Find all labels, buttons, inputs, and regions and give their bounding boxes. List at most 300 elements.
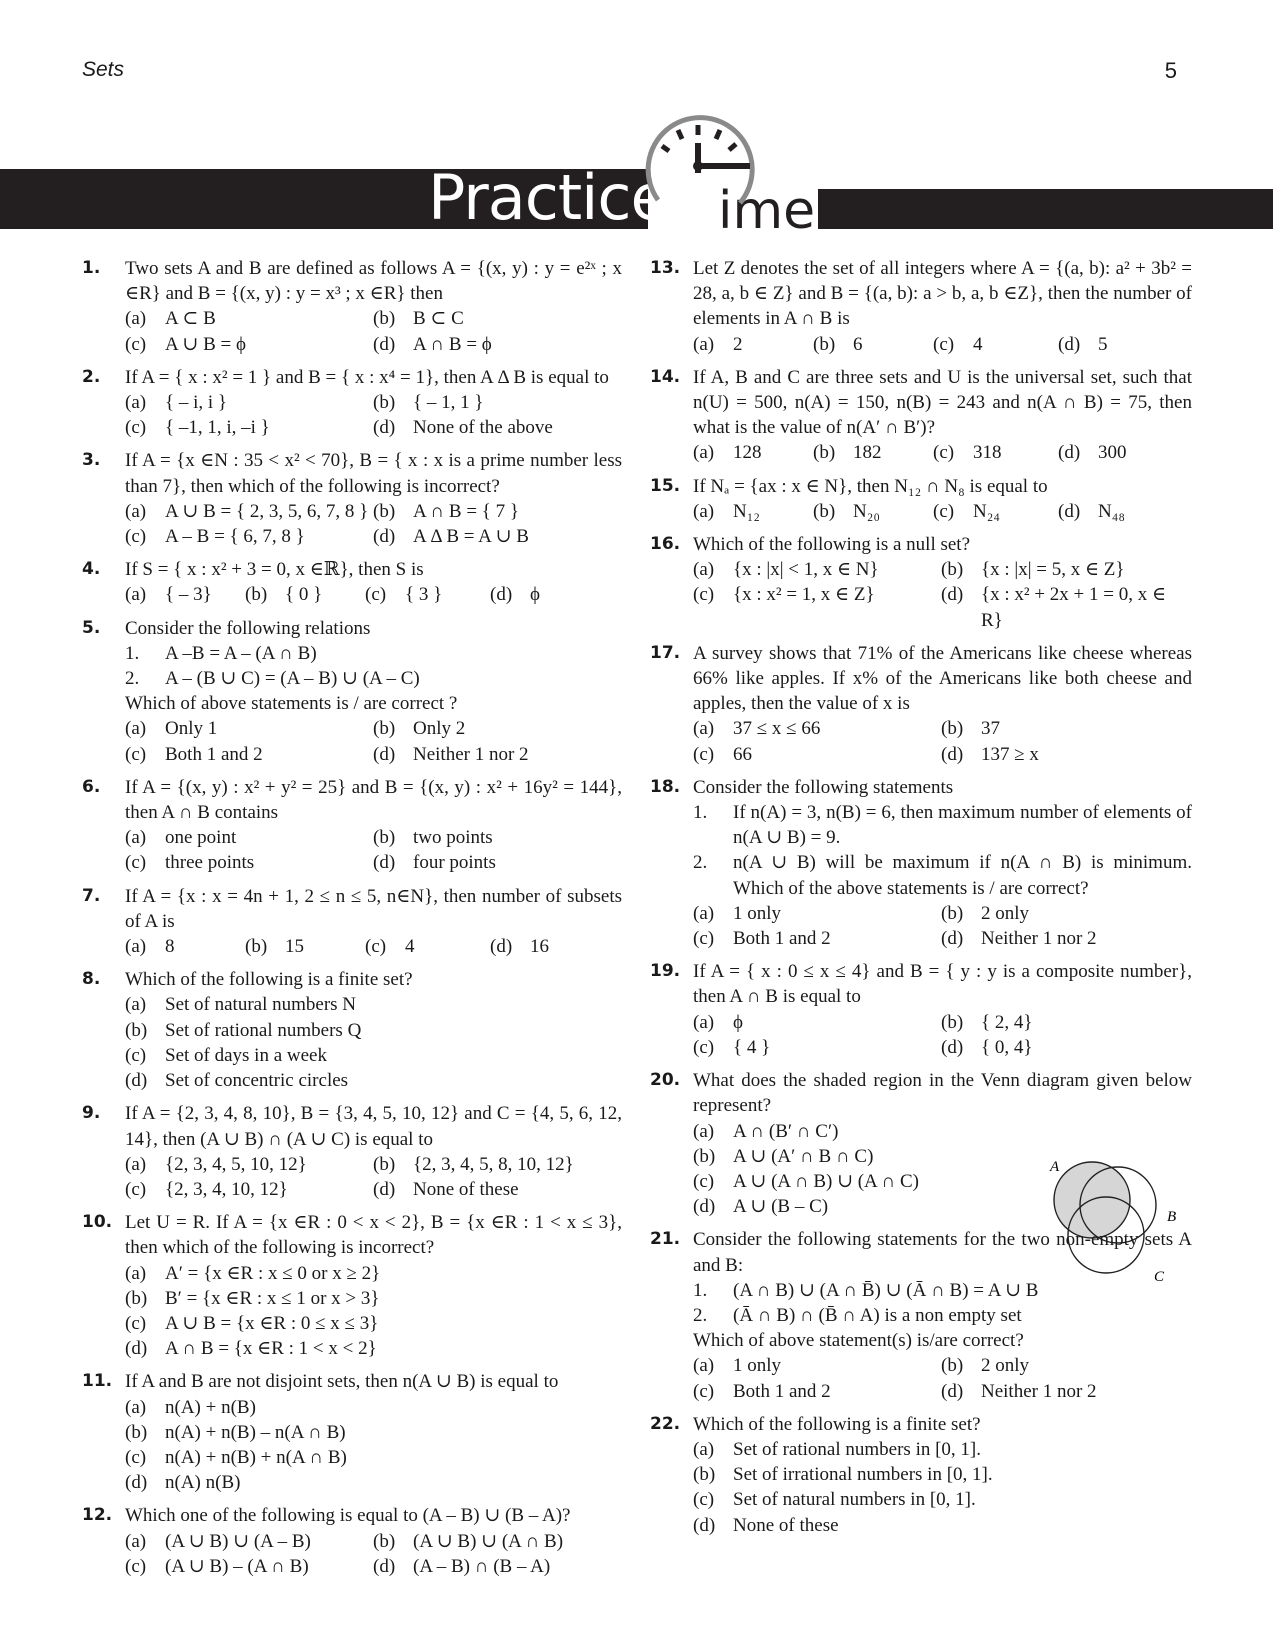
option-label: (d) bbox=[373, 852, 396, 874]
option-text: {x : x² + 2x + 1 = 0, x ∈ R} bbox=[981, 584, 1167, 631]
question-body bbox=[693, 641, 1192, 767]
option-label: (b) bbox=[245, 584, 268, 606]
question-item bbox=[650, 959, 1192, 1060]
option-item bbox=[125, 1554, 373, 1579]
question-number: 14. bbox=[650, 366, 681, 387]
option-text: A ∪ B = { 2, 3, 5, 6, 7, 8 } bbox=[165, 500, 369, 522]
option-item bbox=[125, 1286, 622, 1311]
option-item bbox=[693, 1010, 941, 1035]
option-label: (d) bbox=[125, 1472, 148, 1494]
option-label: (a) bbox=[693, 333, 715, 355]
option-text: ϕ bbox=[530, 584, 541, 606]
option-label: (b) bbox=[373, 1530, 396, 1552]
question-text: Let Z denotes the set of all integers where A = {(a, b): a² + 3b² = 28, a, b ∈ Z} and B = {(a, b): a > b, a, b ∈Z}, then the number of elements in A ∩ B is bbox=[693, 258, 1192, 330]
question-number: 20. bbox=[650, 1070, 681, 1091]
option-item bbox=[933, 440, 1058, 465]
option-text: A – B = { 6, 7, 8 } bbox=[165, 526, 305, 548]
option-item bbox=[125, 582, 245, 607]
option-item bbox=[490, 582, 622, 607]
options-list bbox=[125, 825, 622, 875]
option-label: (a) bbox=[125, 827, 147, 849]
statement bbox=[125, 641, 622, 666]
question-number: 7. bbox=[82, 885, 101, 906]
option-text: 4 bbox=[405, 936, 415, 958]
option-label: (c) bbox=[933, 442, 955, 464]
option-text: Neither 1 nor 2 bbox=[981, 928, 1097, 950]
question-number: 8. bbox=[82, 969, 101, 990]
option-item bbox=[693, 716, 941, 741]
option-label: (c) bbox=[933, 333, 955, 355]
chapter-title: Sets bbox=[82, 58, 125, 81]
option-text: {x : x² = 1, x ∈ Z} bbox=[733, 584, 875, 606]
option-label: (b) bbox=[245, 936, 268, 958]
option-item bbox=[941, 1379, 1192, 1404]
question-body bbox=[125, 967, 622, 1093]
options-list bbox=[125, 1529, 622, 1579]
question-text: If S = { x : x² + 3 = 0, x ∈ℝ}, then S is bbox=[125, 559, 424, 581]
option-item bbox=[125, 332, 373, 357]
option-label: (b) bbox=[941, 1355, 964, 1377]
option-item bbox=[125, 524, 373, 549]
option-label: (b) bbox=[373, 718, 396, 740]
option-item bbox=[125, 499, 373, 524]
option-text: (A ∪ B) – (A ∩ B) bbox=[165, 1555, 309, 1577]
option-label: (c) bbox=[125, 852, 147, 874]
options-list bbox=[125, 499, 622, 549]
question-text: If A = {2, 3, 4, 8, 10}, B = {3, 4, 5, 10, 12} and C = {4, 5, 6, 12, 14}, then (A ∪ B) ∩ (A ∪ C) is equal to bbox=[125, 1103, 622, 1150]
question-number: 12. bbox=[82, 1505, 113, 1526]
question-item bbox=[82, 1101, 622, 1202]
option-text: n(A) + n(B) – n(A ∩ B) bbox=[165, 1421, 346, 1443]
option-text: 2 bbox=[733, 333, 743, 355]
option-label: (c) bbox=[125, 1446, 147, 1468]
question-item bbox=[82, 967, 622, 1093]
question-item bbox=[650, 532, 1192, 633]
option-text: Set of natural numbers N bbox=[165, 994, 357, 1016]
question-body bbox=[125, 256, 622, 357]
option-label: (c) bbox=[693, 1170, 715, 1192]
option-label: (c) bbox=[693, 1380, 715, 1402]
option-text: N₂₀ bbox=[853, 500, 880, 522]
option-item bbox=[693, 1353, 941, 1378]
option-item bbox=[125, 1068, 622, 1093]
statement-text: (A ∩ B) ∪ (A ∩ B̄) ∪ (Ā ∩ B) = A ∪ B bbox=[733, 1279, 1039, 1301]
question-number: 9. bbox=[82, 1103, 101, 1124]
option-item bbox=[125, 306, 373, 331]
option-item bbox=[941, 1353, 1192, 1378]
option-item bbox=[693, 926, 941, 951]
question-number: 15. bbox=[650, 475, 681, 496]
options-list bbox=[125, 1395, 622, 1496]
question-item bbox=[650, 775, 1192, 951]
question-text: A survey shows that 71% of the Americans like cheese whereas 66% like apples. If x% of the Americans like both cheese and apples, then the value of x is bbox=[693, 642, 1192, 715]
option-item bbox=[125, 1529, 373, 1554]
question-number: 10. bbox=[82, 1212, 113, 1233]
option-item bbox=[693, 499, 813, 524]
option-label: (a) bbox=[693, 442, 715, 464]
option-item bbox=[373, 415, 622, 440]
option-label: (a) bbox=[125, 718, 147, 740]
option-item bbox=[245, 934, 365, 959]
option-text: {2, 3, 4, 5, 10, 12} bbox=[165, 1153, 307, 1175]
question-item bbox=[650, 641, 1192, 767]
options-list bbox=[125, 716, 622, 766]
option-item bbox=[125, 825, 373, 850]
option-label: (a) bbox=[693, 500, 715, 522]
option-text: None of the above bbox=[413, 417, 553, 439]
option-text: 37 ≤ x ≤ 66 bbox=[733, 718, 821, 740]
option-text: A ∪ (A′ ∩ B ∩ C) bbox=[733, 1145, 874, 1167]
option-item bbox=[125, 1470, 622, 1495]
option-item bbox=[941, 716, 1192, 741]
option-label: (d) bbox=[1058, 442, 1081, 464]
options-list bbox=[125, 306, 622, 356]
question-text: Let U = R. If A = {x ∈R : 0 < x < 2}, B = {x ∈R : 1 < x ≤ 3}, then which of the following is incorrect? bbox=[125, 1212, 622, 1259]
option-item bbox=[941, 742, 1192, 767]
statement-number: 1. bbox=[125, 642, 140, 664]
options-list bbox=[125, 390, 622, 440]
question-text: If A, B and C are three sets and U is the universal set, such that n(U) = 500, n(A) = 150, n(B) = 243 and n(A ∩ B) = 75, then what is the value of n(A′ ∩ B′)? bbox=[693, 366, 1192, 439]
question-text: If Nₐ = {ax : x ∈ N}, then N₁₂ ∩ N₈ is equal to bbox=[693, 475, 1048, 497]
option-item bbox=[1058, 440, 1192, 465]
option-text: four points bbox=[413, 852, 496, 874]
question-number: 16. bbox=[650, 534, 681, 555]
option-text: { 2, 4} bbox=[981, 1011, 1033, 1033]
option-item bbox=[693, 557, 941, 582]
options-list bbox=[125, 1261, 622, 1362]
statement-number: 1. bbox=[693, 802, 708, 824]
option-text: { – 3} bbox=[165, 584, 212, 606]
question-text: If A = { x : 0 ≤ x ≤ 4} and B = { y : y is a composite number}, then A ∩ B is equal to bbox=[693, 961, 1192, 1008]
option-text: A ∩ (B′ ∩ C′) bbox=[733, 1120, 839, 1142]
option-label: (a) bbox=[125, 1153, 147, 1175]
option-item bbox=[373, 1177, 622, 1202]
option-text: Set of rational numbers Q bbox=[165, 1019, 362, 1041]
option-text: Set of rational numbers in [0, 1]. bbox=[733, 1438, 982, 1460]
question-text: Consider the following relations bbox=[125, 617, 371, 639]
option-label: (c) bbox=[933, 500, 955, 522]
question-body bbox=[693, 256, 1192, 357]
option-label: (d) bbox=[490, 936, 513, 958]
question-body bbox=[693, 365, 1192, 466]
option-label: (c) bbox=[125, 1044, 147, 1066]
option-text: { 0, 4} bbox=[981, 1036, 1033, 1058]
statement bbox=[693, 800, 1192, 850]
option-text: { –1, 1, i, –i } bbox=[165, 417, 270, 439]
questions-right-column bbox=[650, 256, 1192, 1546]
option-text: 137 ≥ x bbox=[981, 743, 1039, 765]
statement-number: 2. bbox=[125, 668, 140, 690]
option-label: (b) bbox=[941, 718, 964, 740]
option-item bbox=[125, 742, 373, 767]
question-item bbox=[82, 1503, 622, 1579]
question-text: Which of the following is a finite set? bbox=[125, 969, 413, 991]
question-text: Consider the following statements bbox=[693, 776, 954, 798]
page-number: 5 bbox=[1164, 58, 1177, 83]
option-item bbox=[941, 1035, 1192, 1060]
question-body bbox=[125, 1210, 622, 1361]
question-item bbox=[82, 256, 622, 357]
option-text: A ⊂ B bbox=[165, 308, 216, 330]
option-text: A ∩ B = ϕ bbox=[413, 333, 492, 355]
option-text: {2, 3, 4, 5, 8, 10, 12} bbox=[413, 1153, 574, 1175]
question-number: 11. bbox=[82, 1371, 113, 1392]
option-text: 4 bbox=[973, 333, 983, 355]
statement-text: A – (B ∪ C) = (A – B) ∪ (A – C) bbox=[165, 668, 420, 690]
options-list bbox=[693, 716, 1192, 766]
option-label: (d) bbox=[941, 584, 964, 606]
question-body bbox=[693, 1412, 1192, 1538]
option-item bbox=[373, 499, 622, 524]
option-label: (d) bbox=[373, 1178, 396, 1200]
question-item bbox=[650, 1227, 1192, 1403]
option-item bbox=[1058, 332, 1192, 357]
options-list bbox=[693, 1437, 1192, 1538]
question-number: 18. bbox=[650, 776, 681, 797]
options-list bbox=[693, 332, 1192, 357]
option-item bbox=[941, 926, 1192, 951]
option-item bbox=[693, 1513, 1192, 1538]
option-item bbox=[693, 742, 941, 767]
option-text: (A – B) ∩ (B – A) bbox=[413, 1555, 551, 1577]
option-item bbox=[693, 1379, 941, 1404]
option-text: 2 only bbox=[981, 902, 1030, 924]
option-item bbox=[125, 1018, 622, 1043]
option-text: 5 bbox=[1098, 333, 1108, 355]
options-list bbox=[693, 440, 1192, 465]
option-text: {2, 3, 4, 10, 12} bbox=[165, 1178, 288, 1200]
option-label: (c) bbox=[125, 743, 147, 765]
option-text: 8 bbox=[165, 936, 175, 958]
option-text: Set of natural numbers in [0, 1]. bbox=[733, 1489, 976, 1511]
question-number: 2. bbox=[82, 366, 101, 387]
option-label: (a) bbox=[125, 308, 147, 330]
option-label: (b) bbox=[813, 442, 836, 464]
option-label: (d) bbox=[373, 743, 396, 765]
option-item bbox=[125, 850, 373, 875]
question-number: 5. bbox=[82, 617, 101, 638]
question-text: If A = {x ∈N : 35 < x² < 70}, B = { x : x is a prime number less than 7}, then which of the following is incorrect? bbox=[125, 450, 622, 497]
options-list bbox=[693, 1353, 1192, 1403]
option-label: (b) bbox=[941, 1011, 964, 1033]
option-label: (d) bbox=[490, 584, 513, 606]
option-item bbox=[373, 1152, 622, 1177]
option-text: n(A) n(B) bbox=[165, 1472, 241, 1494]
option-item bbox=[125, 1177, 373, 1202]
option-label: (b) bbox=[941, 559, 964, 581]
question-number: 21. bbox=[650, 1229, 681, 1250]
option-item bbox=[693, 1119, 1192, 1144]
option-item bbox=[365, 934, 490, 959]
option-label: (b) bbox=[813, 333, 836, 355]
option-label: (c) bbox=[693, 743, 715, 765]
option-item bbox=[125, 992, 622, 1017]
options-list bbox=[693, 557, 1192, 633]
options-list bbox=[125, 1152, 622, 1202]
option-item bbox=[693, 1437, 1192, 1462]
option-text: n(A) + n(B) bbox=[165, 1396, 256, 1418]
option-text: Only 1 bbox=[165, 718, 218, 740]
option-text: one point bbox=[165, 827, 237, 849]
option-text: N₄₈ bbox=[1098, 500, 1125, 522]
question-item bbox=[650, 256, 1192, 357]
option-text: A ∪ (B – C) bbox=[733, 1196, 829, 1218]
question-item bbox=[650, 365, 1192, 466]
option-label: (a) bbox=[693, 1355, 715, 1377]
statement bbox=[693, 850, 1192, 900]
question-text: Which of the following is a null set? bbox=[693, 534, 971, 556]
option-label: (b) bbox=[693, 1145, 716, 1167]
option-text: N₂₄ bbox=[973, 500, 1000, 522]
option-text: Only 2 bbox=[413, 718, 466, 740]
option-label: (a) bbox=[125, 1530, 147, 1552]
option-label: (c) bbox=[125, 526, 147, 548]
option-item bbox=[365, 582, 490, 607]
question-body bbox=[125, 1503, 622, 1579]
option-label: (c) bbox=[693, 1036, 715, 1058]
option-item bbox=[693, 1035, 941, 1060]
question-number: 4. bbox=[82, 559, 101, 580]
option-label: (a) bbox=[125, 584, 147, 606]
option-text: 37 bbox=[981, 718, 1000, 740]
option-label: (a) bbox=[693, 1438, 715, 1460]
option-label: (c) bbox=[365, 584, 387, 606]
option-text: (A ∪ B) ∪ (A – B) bbox=[165, 1530, 311, 1552]
option-text: Both 1 and 2 bbox=[733, 928, 831, 950]
option-label: (c) bbox=[693, 928, 715, 950]
option-text: three points bbox=[165, 852, 255, 874]
option-text: two points bbox=[413, 827, 493, 849]
question-item bbox=[82, 884, 622, 960]
option-item bbox=[373, 332, 622, 357]
option-item bbox=[373, 1529, 622, 1554]
question-body bbox=[693, 1227, 1192, 1403]
question-body bbox=[125, 616, 622, 767]
question-item bbox=[82, 365, 622, 441]
option-label: (a) bbox=[693, 1011, 715, 1033]
option-item bbox=[125, 1311, 622, 1336]
option-text: { 4 } bbox=[733, 1036, 771, 1058]
option-item bbox=[813, 332, 933, 357]
option-text: A Δ B = A ∪ B bbox=[413, 526, 529, 548]
option-item bbox=[373, 306, 622, 331]
option-label: (d) bbox=[693, 1196, 716, 1218]
statement bbox=[693, 1303, 1192, 1328]
question-body bbox=[125, 884, 622, 960]
option-label: (d) bbox=[373, 1555, 396, 1577]
option-item bbox=[125, 1445, 622, 1470]
option-text: { 3 } bbox=[405, 584, 443, 606]
option-item bbox=[693, 582, 941, 632]
option-label: (d) bbox=[941, 743, 964, 765]
option-text: 182 bbox=[853, 442, 882, 464]
clock-icon bbox=[640, 108, 760, 228]
option-item bbox=[941, 1010, 1192, 1035]
option-text: A′ = {x ∈R : x ≤ 0 or x ≥ 2} bbox=[165, 1262, 381, 1284]
option-label: (b) bbox=[373, 1153, 396, 1175]
option-item bbox=[125, 1261, 622, 1286]
statement-number: 1. bbox=[693, 1279, 708, 1301]
option-item bbox=[693, 332, 813, 357]
option-label: (c) bbox=[125, 1178, 147, 1200]
option-label: (c) bbox=[693, 584, 715, 606]
option-label: (c) bbox=[125, 1312, 147, 1334]
option-label: (d) bbox=[373, 417, 396, 439]
options-list bbox=[693, 1010, 1192, 1060]
statement-text: (Ā ∩ B) ∩ (B̄ ∩ A) is a non empty set bbox=[733, 1304, 1022, 1326]
option-text: 2 only bbox=[981, 1355, 1030, 1377]
question-item bbox=[82, 616, 622, 767]
options-list bbox=[125, 934, 622, 959]
option-label: (b) bbox=[693, 1464, 716, 1486]
statement-text: If n(A) = 3, n(B) = 6, then maximum number of elements of n(A ∪ B) = 9. bbox=[733, 802, 1192, 849]
option-text: Set of concentric circles bbox=[165, 1070, 349, 1092]
option-label: (d) bbox=[941, 1380, 964, 1402]
option-text: Neither 1 nor 2 bbox=[981, 1380, 1097, 1402]
option-text: None of these bbox=[413, 1178, 519, 1200]
options-list bbox=[693, 901, 1192, 951]
option-item bbox=[693, 440, 813, 465]
option-item bbox=[125, 1336, 622, 1361]
option-text: 66 bbox=[733, 743, 752, 765]
option-label: (d) bbox=[125, 1338, 148, 1360]
banner-bar-right bbox=[818, 189, 1273, 229]
option-item bbox=[813, 499, 933, 524]
option-label: (b) bbox=[373, 500, 396, 522]
option-item bbox=[693, 901, 941, 926]
option-text: (A ∪ B) ∪ (A ∩ B) bbox=[413, 1530, 564, 1552]
option-item bbox=[941, 901, 1192, 926]
option-item bbox=[125, 390, 373, 415]
question-body bbox=[125, 1369, 622, 1495]
option-label: (a) bbox=[125, 936, 147, 958]
questions-left-column bbox=[82, 256, 622, 1587]
option-text: { 0 } bbox=[285, 584, 323, 606]
question-number: 19. bbox=[650, 961, 681, 982]
question-text: Consider the following statements for the two non-empty sets A and B: bbox=[693, 1229, 1192, 1276]
option-text: 300 bbox=[1098, 442, 1127, 464]
option-label: (c) bbox=[693, 1489, 715, 1511]
question-number: 6. bbox=[82, 776, 101, 797]
option-text: Both 1 and 2 bbox=[733, 1380, 831, 1402]
question-text: Two sets A and B are defined as follows A = {(x, y) : y = e²ˣ ; x ∈R} and B = {(x, y) : y = x³ ; x ∈R} then bbox=[125, 258, 622, 305]
venn-label-c: C bbox=[1154, 1268, 1165, 1283]
question-item bbox=[82, 1369, 622, 1495]
question-text: If A = {(x, y) : x² + y² = 25} and B = {(x, y) : x² + 16y² = 144}, then A ∩ B contains bbox=[125, 776, 622, 824]
question-prompt: Which of above statements is / are correct ? bbox=[125, 693, 458, 715]
option-item bbox=[373, 524, 622, 549]
option-label: (c) bbox=[365, 936, 387, 958]
statement-number: 2. bbox=[693, 852, 708, 874]
option-text: 16 bbox=[530, 936, 549, 958]
option-text: 128 bbox=[733, 442, 762, 464]
option-text: B′ = {x ∈R : x ≤ 1 or x > 3} bbox=[165, 1287, 380, 1309]
option-item bbox=[941, 557, 1192, 582]
option-item bbox=[813, 440, 933, 465]
option-text: A ∩ B = {x ∈R : 1 < x < 2} bbox=[165, 1338, 377, 1360]
option-item bbox=[125, 1043, 622, 1068]
option-label: (a) bbox=[125, 392, 147, 414]
option-label: (b) bbox=[125, 1421, 148, 1443]
option-label: (a) bbox=[125, 500, 147, 522]
option-label: (b) bbox=[125, 1287, 148, 1309]
option-text: { – i, i } bbox=[165, 392, 228, 414]
option-label: (a) bbox=[693, 1120, 715, 1142]
question-body bbox=[125, 775, 622, 876]
option-label: (c) bbox=[125, 333, 147, 355]
question-item bbox=[82, 448, 622, 549]
option-item bbox=[373, 390, 622, 415]
